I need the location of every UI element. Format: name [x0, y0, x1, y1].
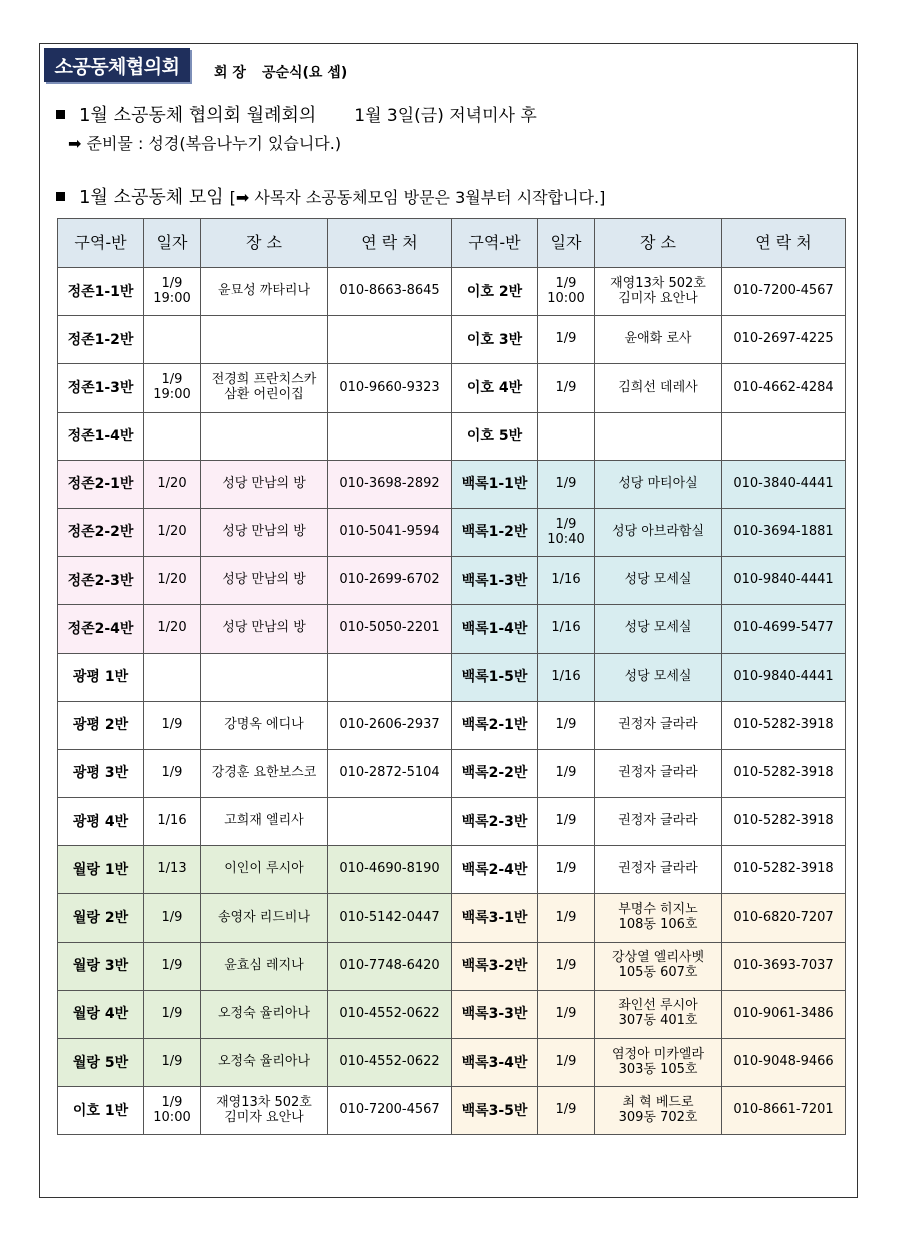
contact-cell: 010-5282-3918 — [722, 846, 846, 894]
table-row — [58, 460, 846, 508]
place-cell: 이인이 루시아 — [201, 846, 328, 894]
contact-cell: 010-9660-9323 — [328, 364, 452, 412]
contact-cell: 010-2697-4225 — [722, 316, 846, 364]
district-cell: 이호 2반 — [452, 268, 538, 316]
contact-cell: 010-9061-3486 — [722, 990, 846, 1038]
contact-cell — [328, 653, 452, 701]
table-row — [58, 605, 846, 653]
table-row — [58, 1039, 846, 1087]
date-cell: 1/9 10:00 — [538, 268, 595, 316]
district-cell: 백록2-2반 — [452, 749, 538, 797]
district-cell: 백록1-1반 — [452, 460, 538, 508]
contact-cell: 010-9840-4441 — [722, 653, 846, 701]
gathering-title: 1월 소공동체 모임 — [79, 187, 224, 208]
district-cell: 정존1-3반 — [58, 364, 144, 412]
contact-cell: 010-4699-5477 — [722, 605, 846, 653]
date-cell: 1/9 — [144, 701, 201, 749]
district-cell: 이호 5반 — [452, 412, 538, 460]
contact-cell: 010-5142-0447 — [328, 894, 452, 942]
district-cell: 백록2-3반 — [452, 798, 538, 846]
place-cell: 윤묘성 까타리나 — [201, 268, 328, 316]
date-cell: 1/9 — [538, 1039, 595, 1087]
contact-cell — [328, 412, 452, 460]
district-cell: 광평 2반 — [58, 701, 144, 749]
table-header-row — [58, 219, 846, 268]
contact-cell: 010-5050-2201 — [328, 605, 452, 653]
place-cell: 전경희 프란치스카 삼환 어린이집 — [201, 364, 328, 412]
date-cell: 1/9 — [538, 942, 595, 990]
date-cell: 1/16 — [538, 653, 595, 701]
place-cell — [201, 412, 328, 460]
place-cell — [201, 316, 328, 364]
table-row — [58, 412, 846, 460]
contact-cell: 010-2699-6702 — [328, 557, 452, 605]
meeting-heading — [56, 101, 537, 127]
place-cell: 부명수 히지노 108동 106호 — [595, 894, 722, 942]
date-cell: 1/9 — [538, 1087, 595, 1135]
contact-cell: 010-3698-2892 — [328, 460, 452, 508]
date-cell: 1/9 — [538, 749, 595, 797]
district-cell: 월랑 1반 — [58, 846, 144, 894]
date-cell: 1/9 10:00 — [144, 1087, 201, 1135]
date-cell: 1/9 — [538, 798, 595, 846]
district-cell: 백록3-2반 — [452, 942, 538, 990]
contact-cell: 010-4552-0622 — [328, 1039, 452, 1087]
contact-cell: 010-5282-3918 — [722, 749, 846, 797]
date-cell: 1/9 — [538, 364, 595, 412]
date-cell: 1/9 — [144, 894, 201, 942]
place-cell: 윤효심 레지나 — [201, 942, 328, 990]
district-cell: 정존1-2반 — [58, 316, 144, 364]
contact-cell: 010-9048-9466 — [722, 1039, 846, 1087]
place-cell: 성당 아브라함실 — [595, 508, 722, 556]
place-cell: 강명옥 에디나 — [201, 701, 328, 749]
contact-cell: 010-5041-9594 — [328, 508, 452, 556]
date-cell: 1/9 10:40 — [538, 508, 595, 556]
contact-cell: 010-9840-4441 — [722, 557, 846, 605]
place-cell: 강상열 엘리사벳 105동 607호 — [595, 942, 722, 990]
contact-cell — [328, 798, 452, 846]
place-cell: 송영자 리드비나 — [201, 894, 328, 942]
date-cell: 1/9 19:00 — [144, 268, 201, 316]
table-row — [58, 749, 846, 797]
square-bullet-icon — [56, 192, 65, 201]
place-cell: 권정자 글라라 — [595, 846, 722, 894]
district-cell: 월랑 5반 — [58, 1039, 144, 1087]
place-cell: 성당 만남의 방 — [201, 605, 328, 653]
column-header: 구역-반 — [58, 219, 144, 268]
date-cell — [144, 412, 201, 460]
gathering-heading — [56, 183, 605, 209]
date-cell — [144, 653, 201, 701]
place-cell: 권정자 글라라 — [595, 701, 722, 749]
square-bullet-icon — [56, 110, 65, 119]
date-cell: 1/9 19:00 — [144, 364, 201, 412]
district-cell: 백록1-4반 — [452, 605, 538, 653]
date-cell: 1/9 — [538, 846, 595, 894]
date-cell: 1/9 — [144, 1039, 201, 1087]
column-header: 연 락 처 — [722, 219, 846, 268]
district-cell: 백록1-3반 — [452, 557, 538, 605]
date-cell: 1/16 — [538, 557, 595, 605]
contact-cell: 010-7748-6420 — [328, 942, 452, 990]
district-cell: 광평 1반 — [58, 653, 144, 701]
date-cell: 1/13 — [144, 846, 201, 894]
place-cell: 오정숙 율리아나 — [201, 990, 328, 1038]
contact-cell: 010-6820-7207 — [722, 894, 846, 942]
table-row — [58, 846, 846, 894]
district-cell: 이호 1반 — [58, 1087, 144, 1135]
contact-cell: 010-7200-4567 — [722, 268, 846, 316]
place-cell: 성당 모세실 — [595, 557, 722, 605]
place-cell: 재영13차 502호 김미자 요안나 — [595, 268, 722, 316]
contact-cell: 010-5282-3918 — [722, 798, 846, 846]
date-cell: 1/16 — [144, 798, 201, 846]
table-row — [58, 942, 846, 990]
date-cell: 1/16 — [538, 605, 595, 653]
district-cell: 정존2-3반 — [58, 557, 144, 605]
district-cell: 정존1-4반 — [58, 412, 144, 460]
table-row — [58, 701, 846, 749]
date-cell: 1/20 — [144, 605, 201, 653]
district-cell: 광평 3반 — [58, 749, 144, 797]
date-cell: 1/9 — [538, 701, 595, 749]
table-row — [58, 798, 846, 846]
contact-cell: 010-3693-7037 — [722, 942, 846, 990]
date-cell: 1/20 — [144, 508, 201, 556]
district-cell: 광평 4반 — [58, 798, 144, 846]
date-cell: 1/9 — [144, 749, 201, 797]
column-header: 구역-반 — [452, 219, 538, 268]
gathering-note: [➡ 사목자 소공동체모임 방문은 3월부터 시작합니다.] — [229, 188, 606, 207]
place-cell: 성당 만남의 방 — [201, 557, 328, 605]
place-cell: 강경훈 요한보스코 — [201, 749, 328, 797]
district-cell: 백록3-3반 — [452, 990, 538, 1038]
contact-cell: 010-7200-4567 — [328, 1087, 452, 1135]
date-cell: 1/9 — [538, 990, 595, 1038]
president-line — [214, 62, 347, 82]
place-cell: 오정숙 율리아나 — [201, 1039, 328, 1087]
table-row — [58, 268, 846, 316]
district-cell: 백록1-2반 — [452, 508, 538, 556]
contact-cell: 010-4552-0622 — [328, 990, 452, 1038]
contact-cell: 010-3840-4441 — [722, 460, 846, 508]
date-cell: 1/9 — [144, 990, 201, 1038]
date-cell: 1/20 — [144, 557, 201, 605]
contact-cell: 010-2606-2937 — [328, 701, 452, 749]
contact-cell: 010-4690-8190 — [328, 846, 452, 894]
date-cell — [144, 316, 201, 364]
date-cell: 1/9 — [538, 460, 595, 508]
date-cell: 1/9 — [144, 942, 201, 990]
district-cell: 백록3-1반 — [452, 894, 538, 942]
column-header: 장 소 — [201, 219, 328, 268]
contact-cell — [328, 316, 452, 364]
date-cell: 1/20 — [144, 460, 201, 508]
district-cell: 정존2-4반 — [58, 605, 144, 653]
contact-cell: 010-3694-1881 — [722, 508, 846, 556]
place-cell — [595, 412, 722, 460]
district-cell: 정존2-2반 — [58, 508, 144, 556]
column-header: 일자 — [538, 219, 595, 268]
president-name: 공순식(요 셉) — [261, 65, 348, 81]
president-label: 회 장 — [214, 65, 246, 81]
district-cell: 월랑 2반 — [58, 894, 144, 942]
district-cell: 백록3-4반 — [452, 1039, 538, 1087]
place-cell: 염정아 미카엘라 303동 105호 — [595, 1039, 722, 1087]
place-cell: 최 혁 베드로 309동 702호 — [595, 1087, 722, 1135]
table-row — [58, 1087, 846, 1135]
district-cell: 월랑 3반 — [58, 942, 144, 990]
page-title: 소공동체협의회 — [44, 48, 190, 82]
district-cell: 백록2-4반 — [452, 846, 538, 894]
table-row — [58, 990, 846, 1038]
table-row — [58, 557, 846, 605]
column-header: 일자 — [144, 219, 201, 268]
place-cell: 권정자 글라라 — [595, 798, 722, 846]
district-cell: 백록1-5반 — [452, 653, 538, 701]
district-cell: 정존1-1반 — [58, 268, 144, 316]
column-header: 장 소 — [595, 219, 722, 268]
place-cell: 재영13차 502호 김미자 요안나 — [201, 1087, 328, 1135]
contact-cell: 010-8661-7201 — [722, 1087, 846, 1135]
contact-cell: 010-4662-4284 — [722, 364, 846, 412]
contact-cell: 010-5282-3918 — [722, 701, 846, 749]
district-cell: 정존2-1반 — [58, 460, 144, 508]
schedule-table — [57, 218, 846, 1135]
district-cell: 백록3-5반 — [452, 1087, 538, 1135]
place-cell: 좌인선 루시아 307동 401호 — [595, 990, 722, 1038]
table-row — [58, 316, 846, 364]
place-cell: 김희선 데레사 — [595, 364, 722, 412]
meeting-time: 1월 3일(금) 저녁미사 후 — [354, 106, 537, 126]
place-cell: 고희재 엘리사 — [201, 798, 328, 846]
table-row — [58, 364, 846, 412]
place-cell: 성당 만남의 방 — [201, 460, 328, 508]
date-cell: 1/9 — [538, 894, 595, 942]
meeting-prep: ➡ 준비물 : 성경(복음나누기 있습니다.) — [68, 134, 342, 153]
table-row — [58, 653, 846, 701]
district-cell: 백록2-1반 — [452, 701, 538, 749]
column-header: 연 락 처 — [328, 219, 452, 268]
date-cell: 1/9 — [538, 316, 595, 364]
place-cell: 성당 만남의 방 — [201, 508, 328, 556]
district-cell: 이호 3반 — [452, 316, 538, 364]
place-cell: 성당 모세실 — [595, 605, 722, 653]
place-cell — [201, 653, 328, 701]
table-row — [58, 894, 846, 942]
meeting-title: 1월 소공동체 협의회 월례회의 — [79, 105, 317, 126]
place-cell: 권정자 글라라 — [595, 749, 722, 797]
place-cell: 성당 모세실 — [595, 653, 722, 701]
date-cell — [538, 412, 595, 460]
contact-cell: 010-8663-8645 — [328, 268, 452, 316]
contact-cell: 010-2872-5104 — [328, 749, 452, 797]
district-cell: 월랑 4반 — [58, 990, 144, 1038]
contact-cell — [722, 412, 846, 460]
place-cell: 윤애화 로사 — [595, 316, 722, 364]
place-cell: 성당 마티아실 — [595, 460, 722, 508]
table-row — [58, 508, 846, 556]
district-cell: 이호 4반 — [452, 364, 538, 412]
